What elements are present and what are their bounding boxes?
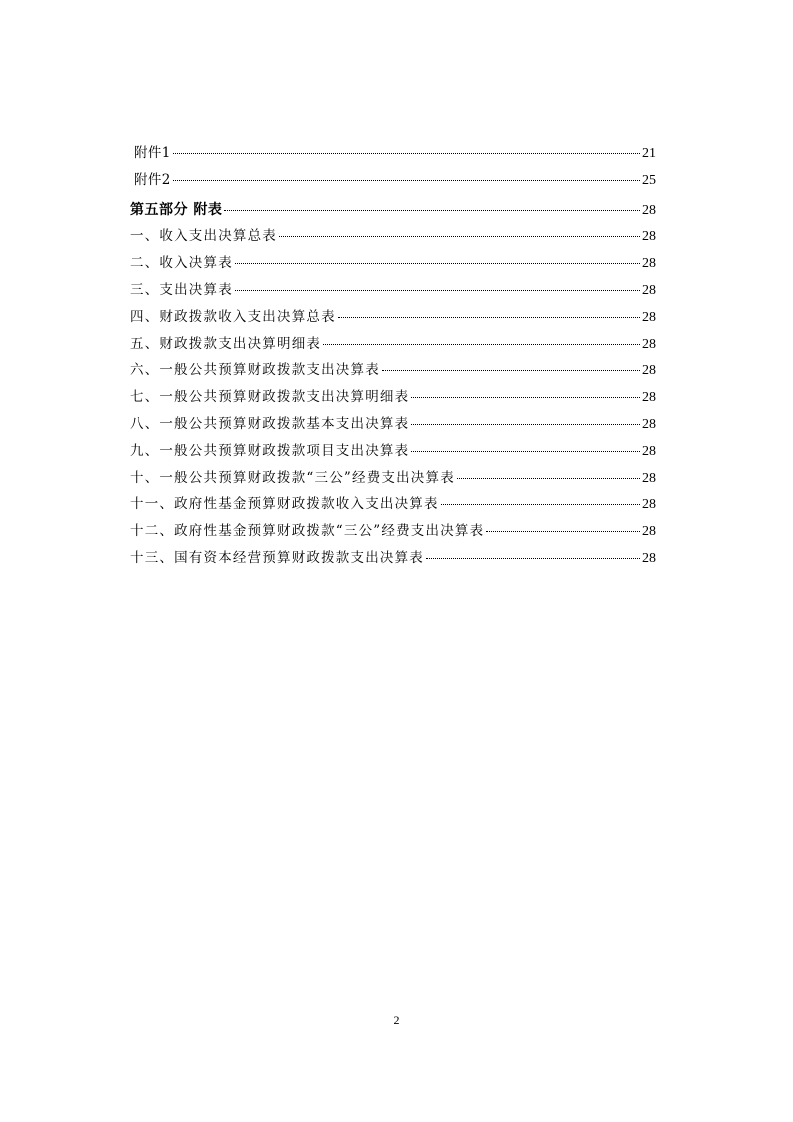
toc-entry-label: 七、一般公共预算财政拨款支出决算明细表	[130, 389, 410, 406]
dot-leader	[382, 369, 640, 371]
toc-entry-page: 21	[642, 146, 656, 161]
dot-leader	[441, 503, 640, 505]
dot-leader	[173, 152, 640, 154]
dot-leader	[411, 396, 640, 398]
toc-entry[interactable]	[130, 250, 656, 277]
toc-entry[interactable]	[130, 518, 656, 545]
toc-entry[interactable]	[130, 167, 656, 194]
toc-entry-page: 28	[642, 390, 656, 406]
dot-leader	[235, 262, 640, 264]
toc-entry-page: 28	[642, 497, 656, 513]
toc-entry-page: 28	[642, 363, 656, 379]
toc-entry-label: 附件2	[134, 171, 171, 188]
toc-entry-label: 十三、国有资本经营预算财政拨款支出决算表	[130, 549, 424, 566]
toc-entry-page: 28	[642, 550, 656, 566]
toc-entry[interactable]	[130, 491, 656, 518]
dot-leader	[411, 450, 640, 452]
toc-entry-label: 十、一般公共预算财政拨款“三公”经费支出决算表	[130, 469, 455, 486]
toc-entry-page: 28	[642, 443, 656, 459]
dot-leader	[411, 423, 640, 425]
dot-leader	[338, 316, 640, 318]
toc-entry-page: 28	[642, 470, 656, 486]
toc-entry[interactable]	[130, 331, 656, 358]
toc-entry[interactable]	[130, 545, 656, 572]
toc-entry[interactable]	[130, 197, 656, 224]
toc-entry-label: 附件1	[134, 145, 171, 161]
toc-entry-page: 28	[642, 229, 656, 245]
toc-entry[interactable]	[130, 304, 656, 331]
toc-entry[interactable]	[130, 384, 656, 411]
toc-entry-label: 一、收入支出决算总表	[130, 228, 277, 245]
toc-entry-label: 二、收入决算表	[130, 255, 233, 272]
toc-entry-label: 五、财政拨款支出决算明细表	[130, 335, 322, 352]
dot-leader	[457, 477, 640, 479]
toc-entry[interactable]	[130, 411, 656, 438]
toc-entry-page: 28	[642, 524, 656, 540]
dot-leader	[235, 289, 640, 291]
table-of-contents	[130, 140, 656, 572]
dot-leader	[173, 179, 640, 181]
toc-entry[interactable]	[130, 223, 656, 250]
toc-entry-page: 28	[642, 416, 656, 432]
toc-entry-label: 八、一般公共预算财政拨款基本支出决算表	[130, 415, 410, 432]
dot-leader	[224, 209, 640, 211]
toc-entry-page: 28	[642, 336, 656, 352]
toc-entry[interactable]	[130, 438, 656, 465]
toc-entry-page: 28	[642, 256, 656, 272]
toc-entry-label: 九、一般公共预算财政拨款项目支出决算表	[130, 442, 410, 459]
toc-entry-label: 第五部分 附表	[130, 201, 223, 218]
toc-entry[interactable]	[130, 465, 656, 492]
dot-leader	[279, 235, 640, 237]
toc-entry-label: 六、一般公共预算财政拨款支出决算表	[130, 362, 380, 379]
toc-entry-label: 四、财政拨款收入支出决算总表	[130, 308, 336, 325]
toc-entry-label: 十二、政府性基金预算财政拨款“三公”经费支出决算表	[130, 523, 485, 540]
toc-entry[interactable]	[130, 140, 656, 167]
dot-leader	[323, 343, 640, 345]
toc-entry-label: 三、支出决算表	[130, 281, 233, 298]
dot-leader	[426, 557, 640, 559]
dot-leader	[486, 530, 640, 532]
toc-entry-page: 28	[642, 282, 656, 298]
toc-entry[interactable]	[130, 277, 656, 304]
toc-entry-page: 25	[642, 172, 656, 188]
toc-entry-page: 28	[642, 202, 656, 218]
toc-entry[interactable]	[130, 357, 656, 384]
toc-entry-label: 十一、政府性基金预算财政拨款收入支出决算表	[130, 496, 439, 513]
toc-entry-page: 28	[642, 309, 656, 325]
page-number: 2	[393, 1013, 400, 1027]
